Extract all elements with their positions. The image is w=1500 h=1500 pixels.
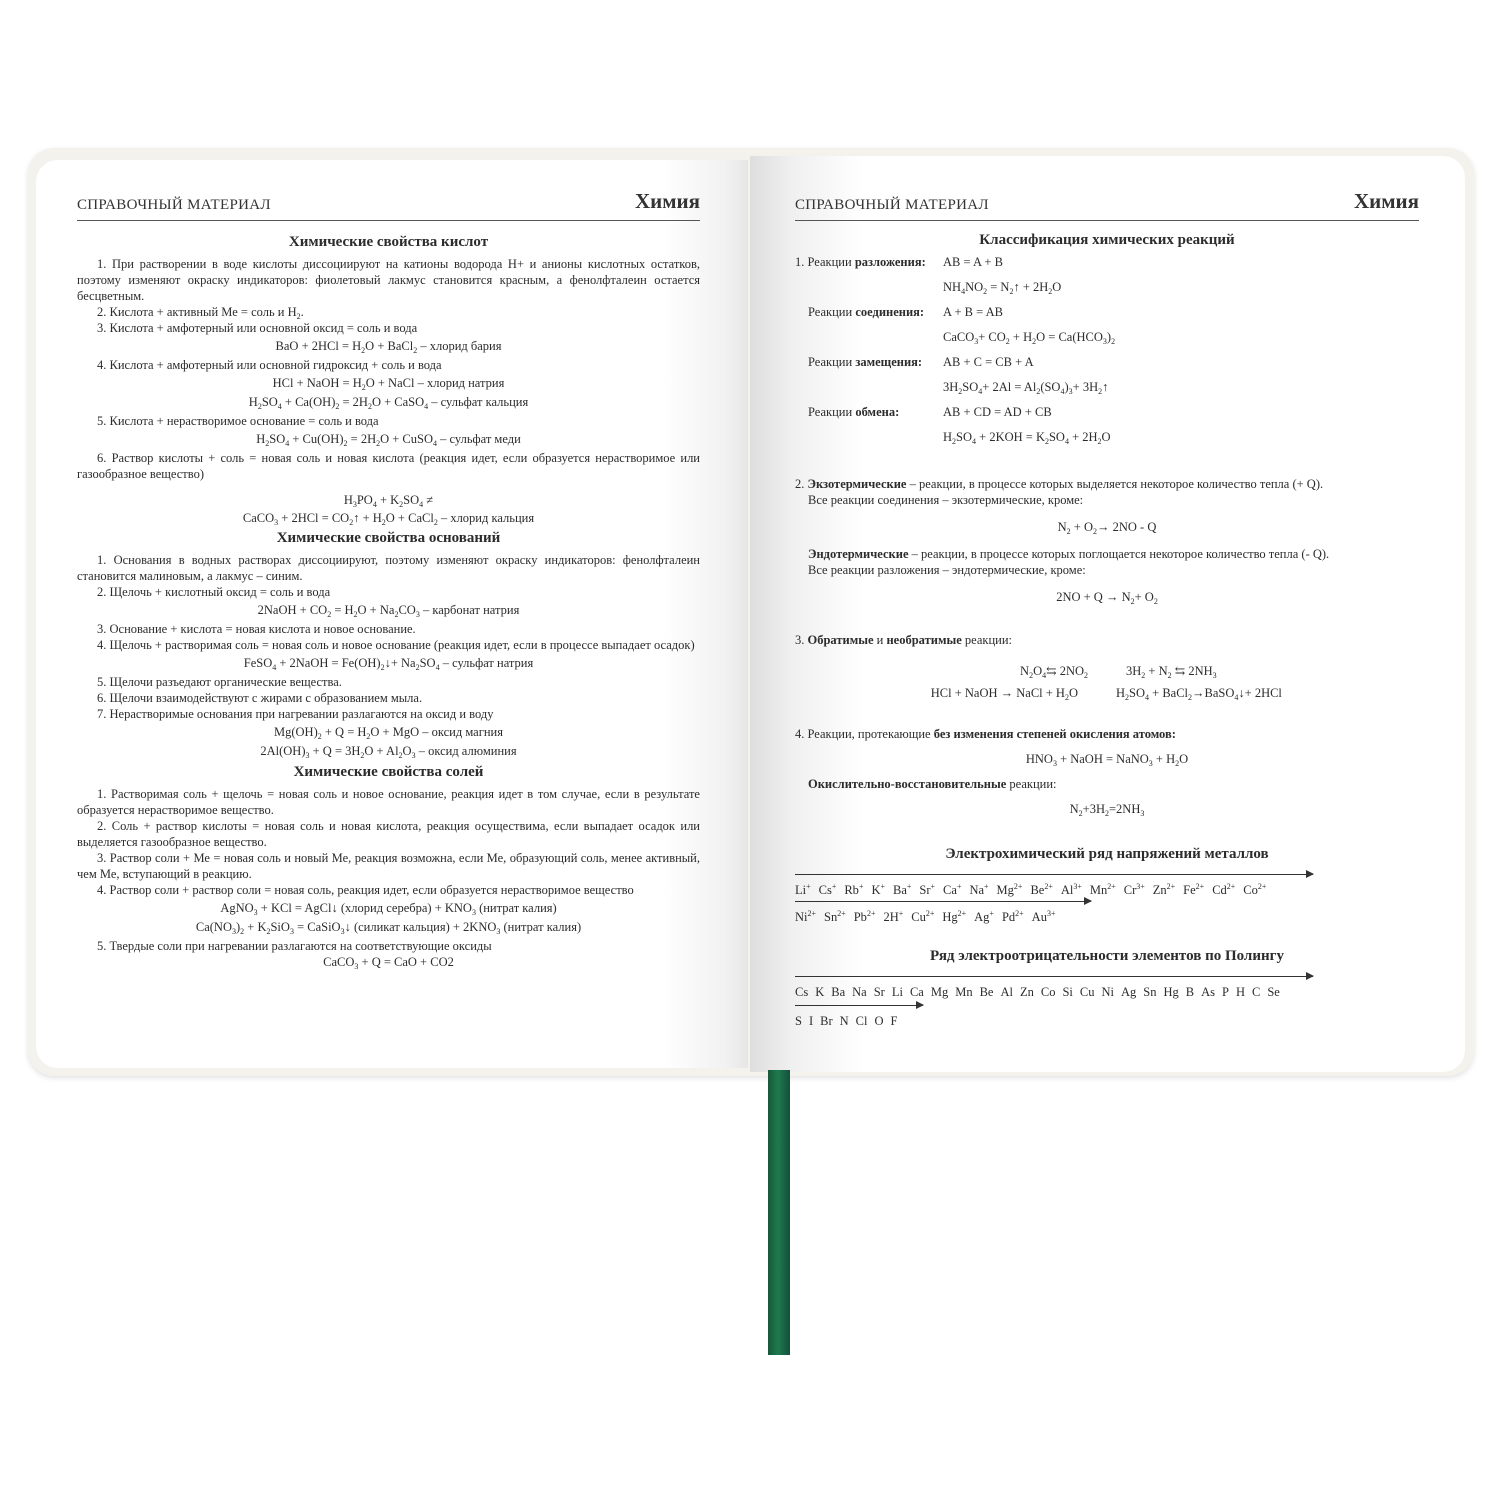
element-symbol: $Ni^{2+}$	[795, 909, 817, 924]
arrow-line	[795, 874, 1313, 875]
acids-paragraph-6: 6. Раствор кислоты + соль = новая соль и новая кислота (реакция идет, если образуется нерастворимое или газообразное вещество)	[77, 451, 700, 481]
element-symbol: Co	[1040, 985, 1056, 999]
element-symbol: Na+	[969, 882, 989, 897]
element-symbol: K+	[871, 882, 885, 897]
exchange-row: Реакции обмена: AB + CD = AD + CB $H_2SO_4 + 2KOH = K_2SO_4 + 2H_2O$	[808, 405, 1111, 446]
oxidation-line: 4. Реакции, протекающие без изменения степеней окисления атомов:	[795, 727, 1176, 741]
element-symbol: $Co^{2+}$	[1243, 882, 1267, 897]
electrochemical-series-row-2	[795, 908, 1419, 926]
element-symbol: $Zn^{2+}$	[1152, 882, 1176, 897]
acids-paragraph-1: 1. При растворении в воде кислоты диссоциируют на катионы водорода H+ и анионы кислотных остатков, поэтому изменяют окраску индикаторов: фиолетовый лакмус становится красным, а фенолфталеин остается бесцветным.	[77, 257, 700, 303]
header-subject-title: Химия	[1353, 189, 1419, 213]
element-symbol: Al	[1000, 985, 1013, 999]
element-symbol: Ni	[1101, 985, 1114, 999]
element-symbol: Cl	[855, 1014, 868, 1028]
header-section-label: СПРАВОЧНЫЙ МАТЕРИАЛ	[795, 197, 989, 213]
page-header	[77, 188, 700, 221]
pauling-heading: Ряд электроотрицательности элементов по Полингу	[930, 948, 1284, 964]
element-symbol: Br	[820, 1014, 833, 1028]
acids-paragraph-5: 5. Кислота + нерастворимое основание = соль и вода	[97, 414, 379, 428]
acids-heading: Химические свойства кислот	[288, 234, 489, 250]
element-symbol: Sn	[1143, 985, 1157, 999]
arrow-line	[795, 1005, 923, 1006]
element-symbol: Sr+	[919, 882, 936, 897]
salts-heading: Химические свойства солей	[293, 764, 484, 780]
element-symbol: $Cd^{2+}$	[1212, 882, 1236, 897]
element-symbol: Na	[852, 985, 867, 999]
acids-paragraph-2: 2. Кислота + активный Ме = соль и $H_2$.	[97, 305, 304, 321]
salts-paragraph-3: 3. Раствор соли + Ме = новая соль и новый Ме, реакция возможна, если Ме, образующий соль, менее активный, чем Ме, вступающий в реакцию.	[77, 851, 700, 881]
electrochemical-series-row-1	[795, 881, 1419, 899]
element-symbol: Si	[1062, 985, 1073, 999]
element-symbol: As	[1201, 985, 1215, 999]
element-symbol: Li	[891, 985, 903, 999]
element-symbol: Ag+	[974, 909, 994, 924]
equation: HCl + NaOH = $H_2O$ + NaCl – хлорид натрия	[272, 376, 505, 392]
equation: AgNO$_3$ + KCl = AgCl↓ (хлорид серебра) + $KNO_3$ (нитрат калия)	[220, 901, 557, 917]
left-content	[77, 230, 700, 973]
arrow-line	[795, 901, 1091, 902]
equation: $Mg(OH)_2 + Q = H_2O$ + MgO – оксид магния	[274, 725, 503, 741]
endothermic-line: Эндотермические – реакции, в процессе которых поглощается некоторое количество тепла (- Q).	[808, 547, 1330, 561]
equation-row: $N_2O_4⇆$ $2NO_2$ $3H_2 + N_2$ ⇆ $2NH_3$	[1020, 664, 1217, 680]
element-symbol: $Mn^{2+}$	[1089, 882, 1116, 897]
header-subject-title: Химия	[634, 189, 700, 213]
equation: 2NaOH + $CO_2 = H_2O + Na_2CO_3$ – карбонат натрия	[257, 603, 520, 619]
salts-paragraph-2: 2. Соль + раствор кислоты = новая соль и новая кислота, реакция осуществима, если выпадает осадок или выделяется газообразное вещество.	[77, 819, 700, 849]
left-page	[36, 160, 748, 1068]
equation: $N_2+3H_2=2NH_3$	[1069, 802, 1145, 818]
element-symbol: Ca	[909, 985, 924, 999]
equation: $HNO_3$ + NaOH = NaNO$_3$ + $H_2O$	[1025, 752, 1189, 768]
page-header	[795, 188, 1419, 221]
bases-paragraph-1: 1. Основания в водных растворах диссоциируют, поэтому изменяют окраску индикаторов: фенолфталеин становится малиновым, а лакмус – синим.	[77, 553, 700, 583]
bases-heading: Химические свойства оснований	[276, 530, 501, 546]
equation: $2NO + Q \to N_2+ O_2$	[1056, 590, 1158, 606]
element-symbol: $Pb^{2+}$	[853, 909, 876, 924]
reversible-line: 3. Обратимые и необратимые реакции:	[795, 633, 1013, 647]
acids-paragraph-4: 4. Кислота + амфотерный или основной гидроксид + соль и вода	[97, 358, 442, 372]
arrow-line	[795, 976, 1313, 977]
element-symbol: Rb+	[844, 882, 864, 897]
equation: $H_2SO_4 + Ca(OH)_2 = 2H_2O$ + CaSO$_4$ – сульфат кальция	[248, 395, 529, 411]
bases-paragraph-3: 3. Основание + кислота = новая кислота и новое основание.	[97, 622, 416, 636]
element-symbol: $Mg^{2+}$	[996, 882, 1023, 897]
element-symbol: Cs	[795, 985, 809, 999]
element-symbol: $Cu^{2+}$	[911, 909, 935, 924]
bases-paragraph-2: 2. Щелочь + кислотный оксид = соль и вода	[97, 585, 331, 599]
element-symbol: Li+	[795, 882, 811, 897]
element-symbol: N	[839, 1014, 849, 1028]
element-symbol: Cs+	[818, 882, 837, 897]
salts-paragraph-5: 5. Твердые соли при нагревании разлагаются на соответствующие оксиды	[97, 939, 492, 953]
element-symbol: $Hg^{2+}$	[942, 909, 967, 924]
element-symbol: Ca+	[943, 882, 962, 897]
equation: $H_2SO_4 + Cu(OH)_2 = 2H_2O$ + CuSO$_4$ – сульфат меди	[256, 432, 521, 448]
bases-paragraph-5: 5. Щелочи разъедают органические вещества.	[97, 675, 342, 689]
element-symbol: I	[808, 1014, 814, 1028]
acids-paragraph-3: 3. Кислота + амфотерный или основной оксид = соль и вода	[97, 321, 418, 335]
element-symbol: $Au^{3+}$	[1031, 909, 1056, 924]
element-symbol: $Sn^{2+}$	[824, 909, 846, 924]
substitution-row: Реакции замещения: AB + C = CB + A $3H_2SO_4+ 2Al = Al_2(SO_4)_3+$ $3H_2↑$	[808, 355, 1109, 396]
element-symbol: Zn	[1019, 985, 1034, 999]
equation: CaCO$_3$ + Q = CaO + CO2	[323, 955, 454, 971]
classification-heading: Классификация химических реакций	[979, 232, 1235, 248]
element-symbol: S	[795, 1014, 802, 1028]
pauling-series-row-1	[795, 983, 1419, 1001]
pauling-series-row-2	[795, 1012, 1419, 1030]
element-symbol: K	[815, 985, 825, 999]
element-symbol: C	[1251, 985, 1261, 999]
bases-paragraph-4: 4. Щелочь + растворимая соль = новая соль и новое основание (реакция идет, если в процессе выпадает осадок)	[97, 638, 695, 652]
element-symbol: 2H+	[883, 909, 904, 924]
element-symbol: Se	[1267, 985, 1280, 999]
element-symbol: Mg	[930, 985, 949, 999]
right-content	[795, 228, 1419, 1030]
bases-paragraph-7: 7. Нерастворимые основания при нагревании разлагаются на оксид и воду	[97, 707, 494, 721]
salts-paragraph-1: 1. Растворимая соль + щелочь = новая соль и новое основание, реакция идет в том случае, если в результате образуется нерастворимое вещество.	[77, 787, 700, 817]
element-symbol: O	[874, 1014, 884, 1028]
equation: FeSO$_4$ + 2NaOH = $Fe(OH)_2↓+ Na_2SO_4$ – сульфат натрия	[243, 656, 534, 672]
element-symbol: Sr	[873, 985, 885, 999]
right-page	[750, 156, 1465, 1072]
element-symbol: $Pd^{2+}$	[1001, 909, 1024, 924]
element-symbol: B	[1185, 985, 1195, 999]
element-symbol: $Cr^{3+}$	[1123, 882, 1145, 897]
element-symbol: Be	[979, 985, 994, 999]
combination-row: Реакции соединения: A + B = AB CaCO$_3$+ $CO_2 + H_2O = Ca(HCO_3)_2$	[808, 305, 1116, 346]
exothermic-line: 2. Экзотермические – реакции, в процессе которых выделяется некоторое количество тепла (+ Q).	[795, 477, 1324, 491]
element-symbol: Ag	[1120, 985, 1137, 999]
equation: CaCO$_3$ + $2HCl = CO_2↑ + H_2O$ + CaCl$_2$ – хлорид кальция	[242, 511, 535, 527]
element-symbol: $Al^{3+}$	[1060, 882, 1082, 897]
salts-paragraph-4: 4. Раствор соли + раствор соли = новая соль, реакция идет, если образуется нерастворимое вещество	[97, 883, 634, 897]
decomposition-row: 1. Реакции разложения: AB = A + B $NH_4NO_2$ = $N_2↑ + 2H_2O$	[795, 255, 1062, 296]
electrochemical-heading: Электрохимический ряд напряжений металлов	[945, 846, 1269, 862]
element-symbol: F	[890, 1014, 898, 1028]
exothermic-line-2: Все реакции соединения – экзотермические, кроме:	[808, 493, 1084, 507]
equation: $Ca(NO_3)_2 + K_2SiO_3$ = CaSiO$_3$↓ (силикат кальция) + $2KNO_3$ (нитрат калия)	[195, 920, 582, 936]
equation: $N_2 + O_2\to 2NO - Q$	[1057, 520, 1157, 536]
element-symbol: Hg	[1163, 985, 1179, 999]
element-symbol: $Fe^{2+}$	[1183, 882, 1205, 897]
element-symbol: Cu	[1079, 985, 1095, 999]
element-symbol: Mn	[955, 985, 973, 999]
element-symbol: H	[1235, 985, 1245, 999]
element-symbol: Ba+	[893, 882, 912, 897]
redox-line: Окислительно-восстановительные реакции:	[808, 777, 1057, 791]
element-symbol: $Be^{2+}$	[1030, 882, 1053, 897]
element-symbol: P	[1222, 985, 1229, 999]
endothermic-line-2: Все реакции разложения – эндотермические, кроме:	[808, 563, 1086, 577]
bookmark-ribbon	[768, 1070, 790, 1355]
equation: BaO + $2HCl = H_2O$ + BaCl$_2$ – хлорид бария	[275, 339, 502, 355]
equation-row: HCl + NaOH → NaCl + $H_2O$ $H_2SO_4$ + BaCl$_2$→BaSO$_4$↓+ 2HCl	[930, 686, 1282, 702]
equation: $2Al(OH)_3 + Q = 3H_2O + Al_2O_3$ – оксид алюминия	[260, 744, 517, 760]
element-symbol: Ba	[831, 985, 846, 999]
bases-paragraph-6: 6. Щелочи взаимодействуют с жирами с образованием мыла.	[97, 691, 423, 705]
equation: $H_3PO_4 + K_2SO_4$ ≠	[343, 493, 434, 509]
header-section-label: СПРАВОЧНЫЙ МАТЕРИАЛ	[77, 197, 271, 213]
